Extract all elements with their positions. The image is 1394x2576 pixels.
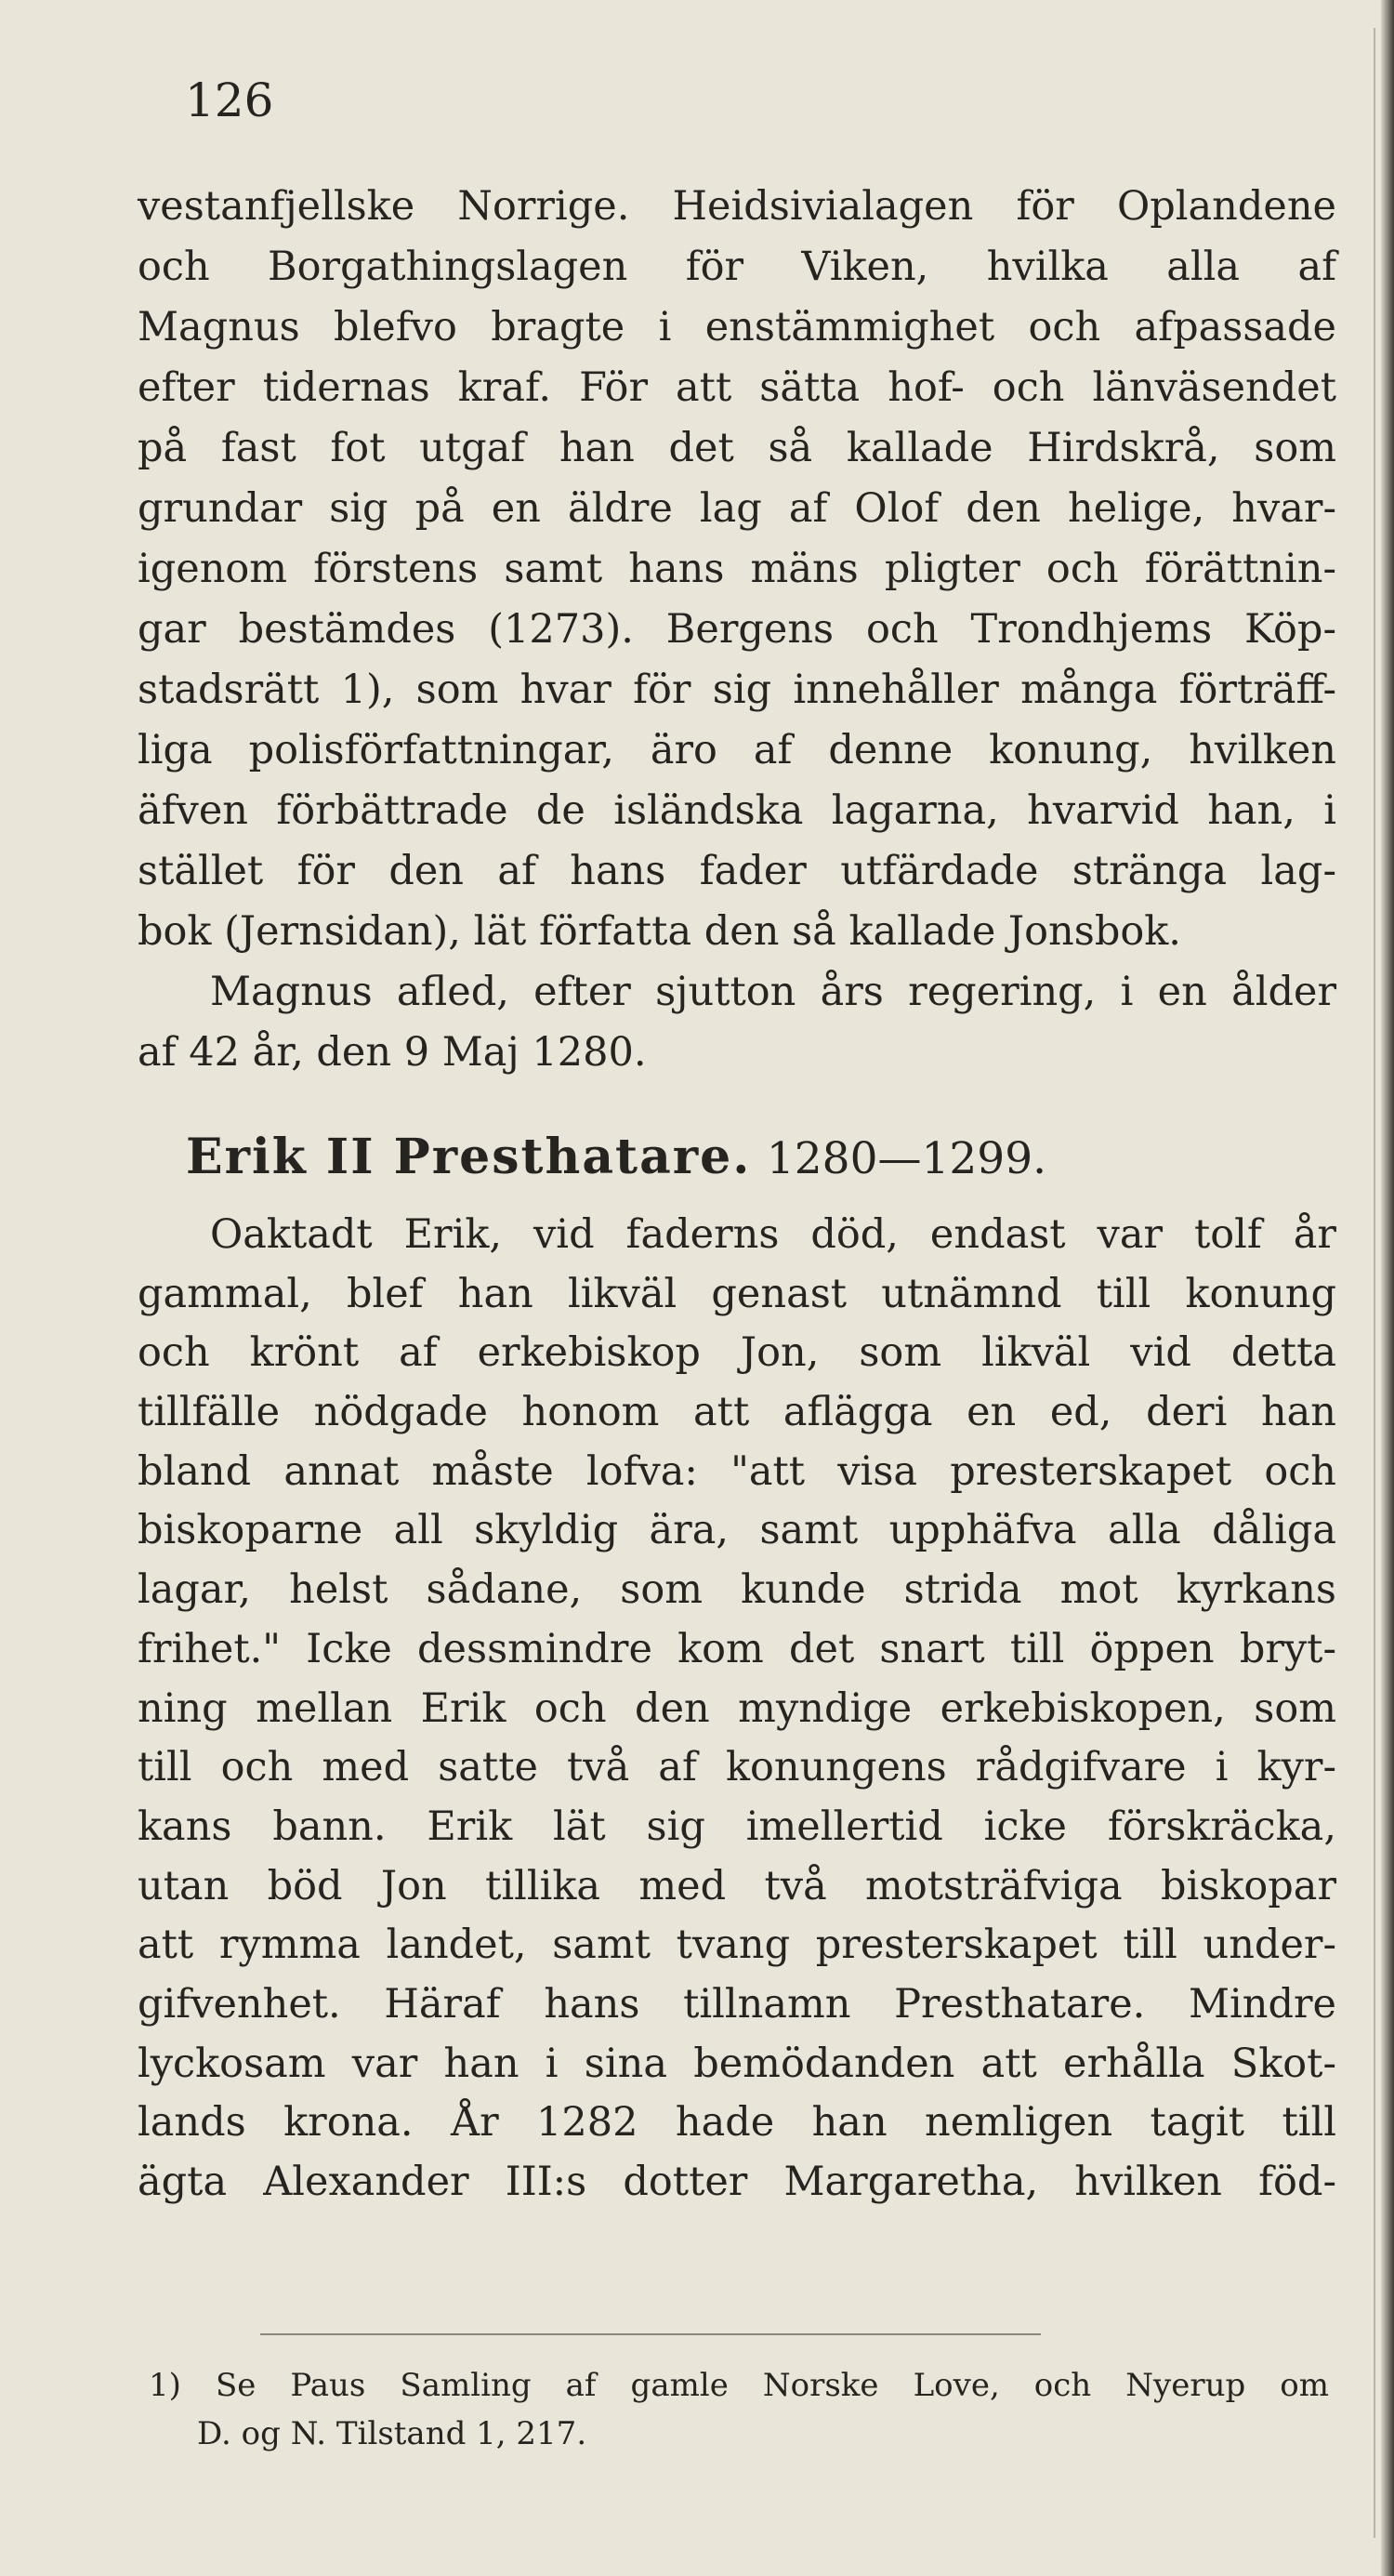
text-line: vestanfjellske Norrige. Heidsivialagen för Oplandene (138, 183, 1336, 230)
text-line: äfven förbättrade de isländska lagarna, hvarvid han, i (138, 787, 1336, 834)
text-line: och Borgathingslagen för Viken, hvilka alla af (138, 244, 1336, 290)
heading-title: Erik II Presthatare. (186, 1129, 752, 1185)
text-line: stadsrätt 1), som hvar för sig innehåller många förträff- (138, 667, 1336, 713)
text-line: på fast fot utgaf han det så kallade Hirdskrå, som (138, 425, 1336, 471)
footnote-line: D. og N. Tilstand 1, 217. (197, 2415, 587, 2452)
text-line: till och med satte två af konungens rådgifvare i kyr- (138, 1744, 1336, 1791)
page-number: 126 (185, 73, 274, 127)
text-line: Oaktadt Erik, vid faderns död, endast var tolf år (210, 1211, 1336, 1258)
footnotes (149, 2361, 1329, 2458)
footnote-line: 1) Se Paus Samling af gamle Norske Love, och Nyerup om (149, 2367, 1329, 2404)
text-line: tillfälle nödgade honom att aflägga en ed, deri han (138, 1389, 1336, 1436)
text-line: gammal, blef han likväl genast utnämnd till konung (138, 1270, 1336, 1317)
heading-years: 1280—1299. (766, 1133, 1047, 1184)
text-line: efter tidernas kraf. För att sätta hof- och länväsendet (138, 364, 1336, 411)
text-line: grundar sig på en äldre lag af Olof den helige, hvar- (138, 485, 1336, 532)
text-line: Magnus afled, efter sjutton års regering, i en ålder (210, 969, 1336, 1015)
text-line: att rymma landet, samt tvang presterskapet till under- (138, 1922, 1336, 1969)
text-line: bok (Jernsidan), lät författa den så kallade Jonsbok. (138, 908, 1181, 955)
paragraph-1 (138, 177, 1336, 1083)
text-line: stället för den af hans fader utfärdade stränga lag- (138, 848, 1336, 894)
text-line: gifvenhet. Häraf hans tillnamn Presthatare. Mindre (138, 1980, 1336, 2028)
text-line: lands krona. År 1282 hade han nemligen tagit till (138, 2099, 1336, 2147)
footnote-divider (260, 2333, 1041, 2335)
section-heading (186, 1125, 1046, 1192)
page-edge-shadow (1381, 0, 1394, 2576)
text-line: gar bestämdes (1273). Bergens och Trondhjems Köp- (138, 606, 1336, 653)
text-line: ning mellan Erik och den myndige erkebiskopen, som (138, 1684, 1336, 1732)
text-line: lyckosam var han i sina bemödanden att erhålla Skot- (138, 2040, 1336, 2087)
text-line: bland annat måste lofva: "att visa presterskapet och (138, 1447, 1336, 1495)
text-line: frihet." Icke dessmindre kom det snart till öppen bryt- (138, 1625, 1336, 1672)
page-edge-rule (1374, 28, 1375, 2538)
text-line: kans bann. Erik lät sig imellertid icke förskräcka, (138, 1803, 1336, 1850)
text-line: ägta Alexander III:s dotter Margaretha, hvilken föd- (138, 2159, 1336, 2205)
text-line: liga polisförfattningar, äro af denne konung, hvilken (138, 727, 1336, 773)
text-line: af 42 år, den 9 Maj 1280. (138, 1029, 647, 1076)
text-line: Magnus blefvo bragte i enstämmighet och afpassade (138, 304, 1336, 350)
text-line: utan böd Jon tillika med två motsträfviga biskopar (138, 1862, 1336, 1909)
text-line: lagar, helst sådane, som kunde strida mot kyrkans (138, 1566, 1336, 1614)
text-line: igenom förstens samt hans mäns pligter och förättnin- (138, 546, 1336, 592)
text-line: och krönt af erkebiskop Jon, som likväl vid detta (138, 1329, 1336, 1377)
paragraph-2 (138, 1206, 1336, 2213)
text-line: biskoparne all skyldig ära, samt upphäfva alla dåliga (138, 1507, 1336, 1554)
